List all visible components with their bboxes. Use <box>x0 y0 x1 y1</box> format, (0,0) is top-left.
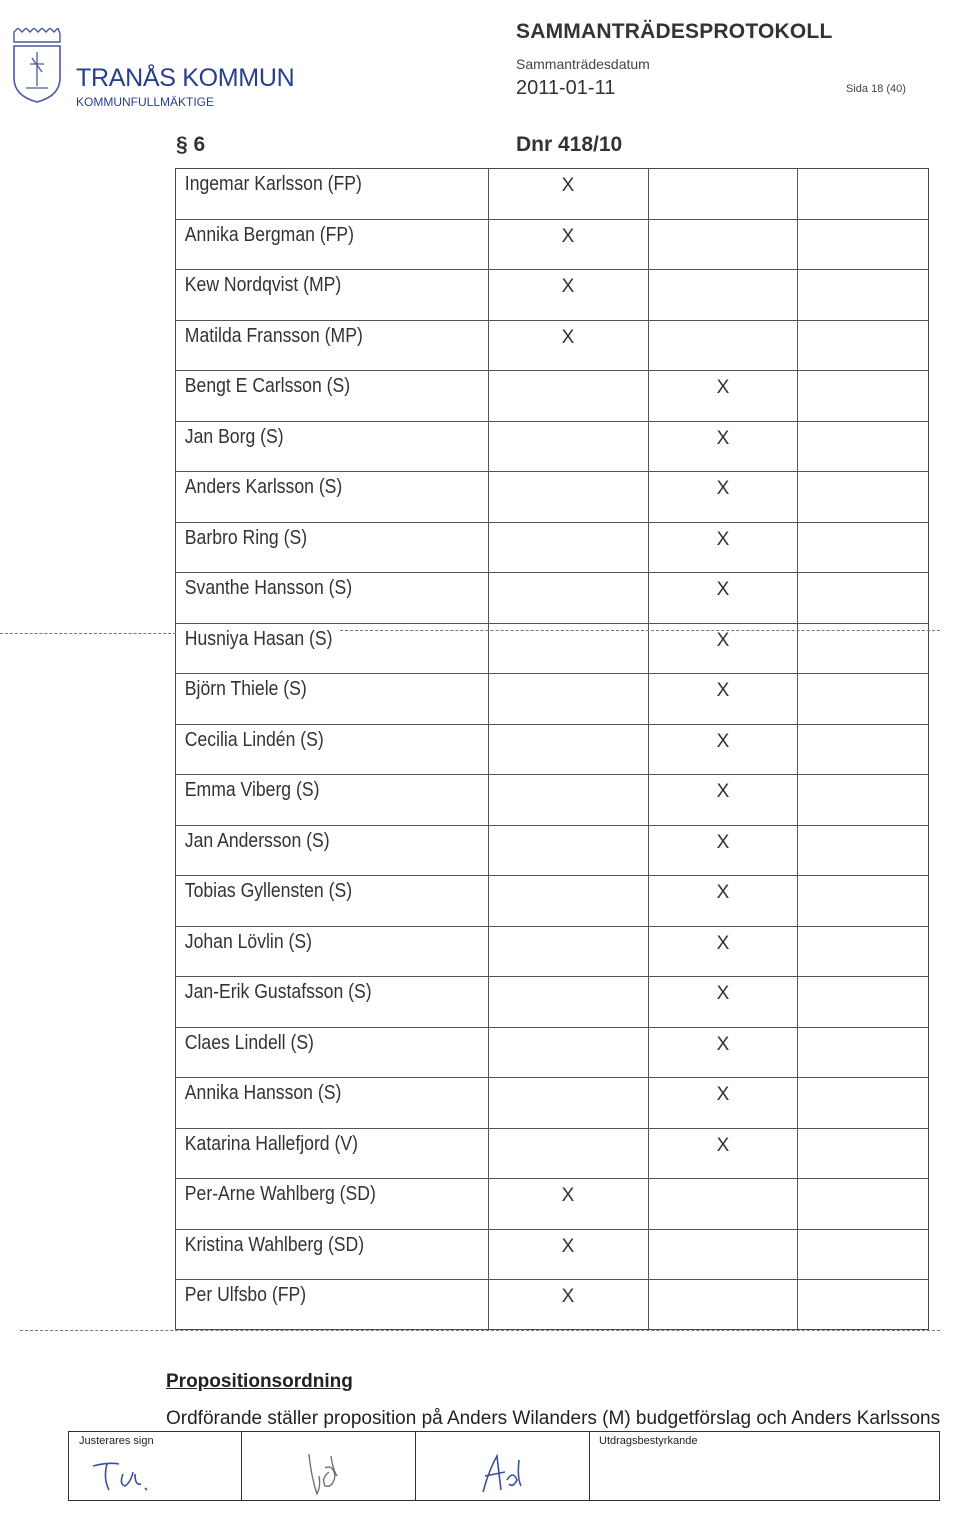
table-row <box>176 1129 928 1180</box>
vote-mark: X <box>561 326 575 348</box>
table-row <box>176 573 928 624</box>
member-name: Husniya Hasan (S) <box>184 627 333 650</box>
vote-mark: X <box>716 478 730 499</box>
vote-mark: X <box>716 629 730 651</box>
vote-mark: X <box>716 377 730 398</box>
vote-mark: X <box>716 983 730 1004</box>
signature-2-icon <box>299 1446 359 1500</box>
member-name: Annika Hansson (S) <box>184 1082 342 1104</box>
member-name: Claes Lindell (S) <box>184 1031 314 1054</box>
table-row <box>176 725 928 776</box>
table-row <box>176 1179 928 1230</box>
table-row <box>176 472 928 523</box>
scan-dash-line <box>340 630 940 631</box>
table-row <box>176 876 928 927</box>
proposition-heading: Propositionsordning <box>166 1371 353 1392</box>
scan-dash-line <box>0 633 176 634</box>
member-name: Jan Borg (S) <box>184 425 284 448</box>
page-number: Sida 18 (40) <box>846 83 906 95</box>
table-row <box>176 826 928 877</box>
vote-mark: X <box>716 1033 730 1055</box>
member-name: Jan-Erik Gustafsson (S) <box>184 981 372 1003</box>
member-name: Kristina Wahlberg (SD) <box>184 1233 365 1256</box>
member-name: Matilda Fransson (MP) <box>184 324 363 347</box>
vote-mark: X <box>716 579 730 600</box>
table-row <box>176 321 928 372</box>
table-row <box>176 1230 928 1281</box>
member-name: Annika Bergman (FP) <box>184 223 355 246</box>
org-subtitle: KOMMUNFULLMÄKTIGE <box>76 95 215 109</box>
member-name: Bengt E Carlsson (S) <box>184 375 351 397</box>
vote-mark: X <box>561 225 575 247</box>
vote-mark: X <box>561 1235 575 1257</box>
table-row <box>176 1280 928 1331</box>
signature-3-icon <box>469 1450 539 1498</box>
voting-table <box>175 168 929 1330</box>
signature-1-icon <box>89 1454 169 1498</box>
vote-mark: X <box>716 882 730 903</box>
table-row <box>176 977 928 1028</box>
vote-mark: X <box>716 680 730 701</box>
member-name: Jan Andersson (S) <box>184 829 330 852</box>
registration-number: Dnr 418/10 <box>516 133 623 156</box>
vote-mark: X <box>561 276 575 297</box>
municipal-crest-icon <box>8 28 66 104</box>
section-number: § 6 <box>176 133 206 156</box>
member-name: Ingemar Karlsson (FP) <box>184 173 362 195</box>
table-row <box>176 220 928 271</box>
member-name: Per Ulfsbo (FP) <box>184 1284 307 1306</box>
table-row <box>176 674 928 725</box>
vote-mark: X <box>716 932 730 954</box>
vote-mark: X <box>716 427 730 449</box>
member-name: Kew Nordqvist (MP) <box>184 274 342 296</box>
table-row <box>176 1078 928 1129</box>
member-name: Johan Lövlin (S) <box>184 930 312 953</box>
member-name: Cecilia Lindén (S) <box>184 728 324 751</box>
extract-label: Utdragsbestyrkande <box>599 1435 698 1447</box>
table-row <box>176 169 928 220</box>
table-row <box>176 1028 928 1079</box>
member-name: Svanthe Hansson (S) <box>184 577 353 599</box>
vote-mark: X <box>561 1286 575 1307</box>
table-row <box>176 422 928 473</box>
table-row <box>176 775 928 826</box>
meeting-date-label: Sammanträdesdatum <box>516 56 650 72</box>
scan-dash-line <box>20 1330 940 1331</box>
table-row <box>176 523 928 574</box>
table-row <box>176 270 928 321</box>
vote-mark: X <box>716 831 730 853</box>
vote-mark: X <box>561 1185 575 1206</box>
vote-mark: X <box>716 730 730 752</box>
member-name: Anders Karlsson (S) <box>184 476 343 498</box>
vote-mark: X <box>716 1134 730 1156</box>
signer-label: Justerares sign <box>79 1435 154 1447</box>
signature-box <box>68 1431 940 1501</box>
vote-mark: X <box>561 175 575 196</box>
table-row <box>176 927 928 978</box>
member-name: Tobias Gyllensten (S) <box>184 880 353 902</box>
member-name: Barbro Ring (S) <box>184 526 308 549</box>
meeting-date: 2011-01-11 <box>516 77 616 99</box>
member-name: Katarina Hallefjord (V) <box>184 1132 358 1155</box>
member-name: Per-Arne Wahlberg (SD) <box>184 1183 376 1205</box>
table-row <box>176 624 928 675</box>
table-row <box>176 371 928 422</box>
proposition-text: Ordförande ställer proposition på Anders Wilanders (M) budgetförslag och Anders Karlssons <box>166 1408 941 1429</box>
org-name: TRANÅS KOMMUN <box>76 64 295 92</box>
member-name: Björn Thiele (S) <box>184 678 307 700</box>
member-name: Emma Viberg (S) <box>184 779 320 801</box>
document-title: SAMMANTRÄDESPROTOKOLL <box>516 20 833 43</box>
vote-mark: X <box>716 781 730 802</box>
vote-mark: X <box>716 1084 730 1105</box>
vote-mark: X <box>716 528 730 550</box>
